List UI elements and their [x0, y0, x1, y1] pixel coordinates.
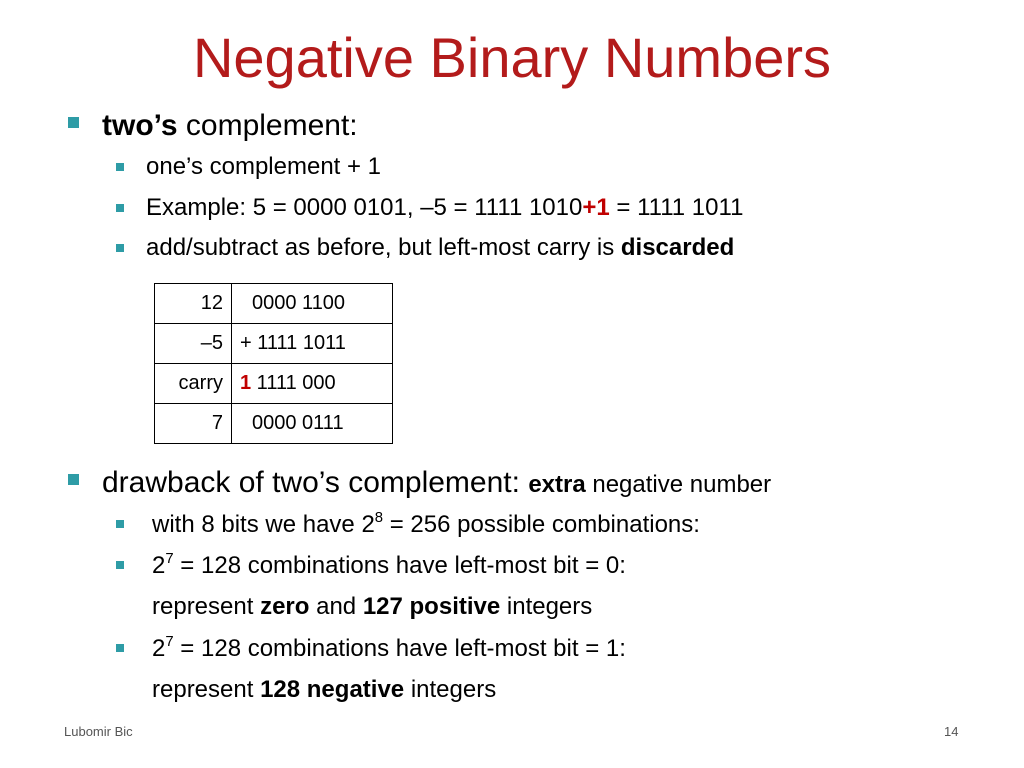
sub-bullet-square-icon	[116, 561, 124, 569]
sub-bullet-ones-complement	[146, 152, 381, 182]
bit-zero-prefix: 2	[152, 552, 166, 579]
example-prefix: Example: 5 = 0000 0101, –5 = 1111 1010	[146, 194, 583, 221]
row-label: –5	[155, 324, 232, 364]
bullet-square-icon	[68, 117, 79, 128]
slide-title: Negative Binary Numbers	[192, 26, 832, 89]
bullet-twos-complement	[102, 108, 358, 144]
add-subtract-prefix: add/subtract as before, but left-most carry is	[146, 234, 621, 261]
bit-one-suffix: = 128 combinations have left-most bit = 1:	[173, 635, 626, 662]
sub-bullet-bit-zero	[152, 551, 626, 581]
footer-page-number: 14	[944, 724, 959, 739]
represent-prefix: represent	[152, 593, 261, 620]
and-word: and	[309, 593, 363, 620]
example-plus-one: +1	[582, 194, 610, 221]
row-value: + 1111 1011	[240, 332, 346, 354]
table-row	[155, 324, 393, 364]
exponent: 7	[165, 634, 174, 651]
discarded-carry-bit: 1	[240, 372, 252, 394]
bit-one-prefix: 2	[152, 635, 166, 662]
bullet-bold-term: two’s	[102, 109, 178, 142]
row-value-cell	[232, 284, 393, 324]
sub-bullet-square-icon	[116, 163, 124, 171]
bullet-drawback	[102, 465, 771, 503]
row-value: 0000 1100	[252, 292, 346, 314]
bullet-text: complement:	[177, 109, 358, 142]
sub-bullet-bit-one	[152, 634, 626, 664]
row-value: 0000 0111	[252, 412, 344, 434]
table-row	[155, 404, 393, 444]
discarded-word: discarded	[620, 234, 735, 261]
binary-addition-table	[154, 283, 393, 444]
sub-bullet-square-icon	[116, 520, 124, 528]
represent-prefix: represent	[152, 676, 261, 703]
exponent: 8	[374, 510, 384, 527]
sub-bullet-bit-zero-line2	[152, 592, 592, 622]
footer-author: Lubomir Bic	[64, 724, 133, 739]
sub-bullet-8-bits	[152, 510, 700, 540]
sub-bullet-square-icon	[116, 244, 124, 252]
exponent: 7	[165, 551, 174, 568]
bits-prefix: with 8 bits we have 2	[152, 511, 375, 538]
row-label: 7	[155, 404, 232, 444]
integers-word: integers	[500, 593, 593, 620]
drawback-text: drawback of two’s complement:	[102, 466, 529, 499]
row-value-cell	[232, 404, 393, 444]
bit-zero-suffix: = 128 combinations have left-most bit = 0:	[173, 552, 626, 579]
table-row	[155, 284, 393, 324]
sub-bullet-text: one’s complement + 1	[146, 153, 382, 180]
sub-bullet-square-icon	[116, 644, 124, 652]
sub-bullet-bit-one-line2	[152, 675, 496, 705]
negative-count: 128 negative	[260, 676, 405, 703]
sub-bullet-example	[146, 193, 743, 223]
positive-count: 127 positive	[362, 593, 501, 620]
example-suffix: = 1111 1011	[609, 194, 744, 221]
row-value-cell	[232, 324, 393, 364]
extra-word: extra	[528, 471, 586, 498]
sub-bullet-square-icon	[116, 204, 124, 212]
row-value-cell	[232, 364, 393, 404]
bits-suffix: = 256 possible combinations:	[383, 511, 700, 538]
sub-bullet-add-subtract	[146, 233, 734, 263]
table-row	[155, 364, 393, 404]
row-value: 1111 000	[251, 372, 336, 394]
row-label: carry	[155, 364, 232, 404]
bullet-square-icon	[68, 474, 79, 485]
drawback-suffix: negative number	[585, 471, 772, 498]
integers-word: integers	[404, 676, 497, 703]
zero-word: zero	[260, 593, 310, 620]
row-label: 12	[155, 284, 232, 324]
